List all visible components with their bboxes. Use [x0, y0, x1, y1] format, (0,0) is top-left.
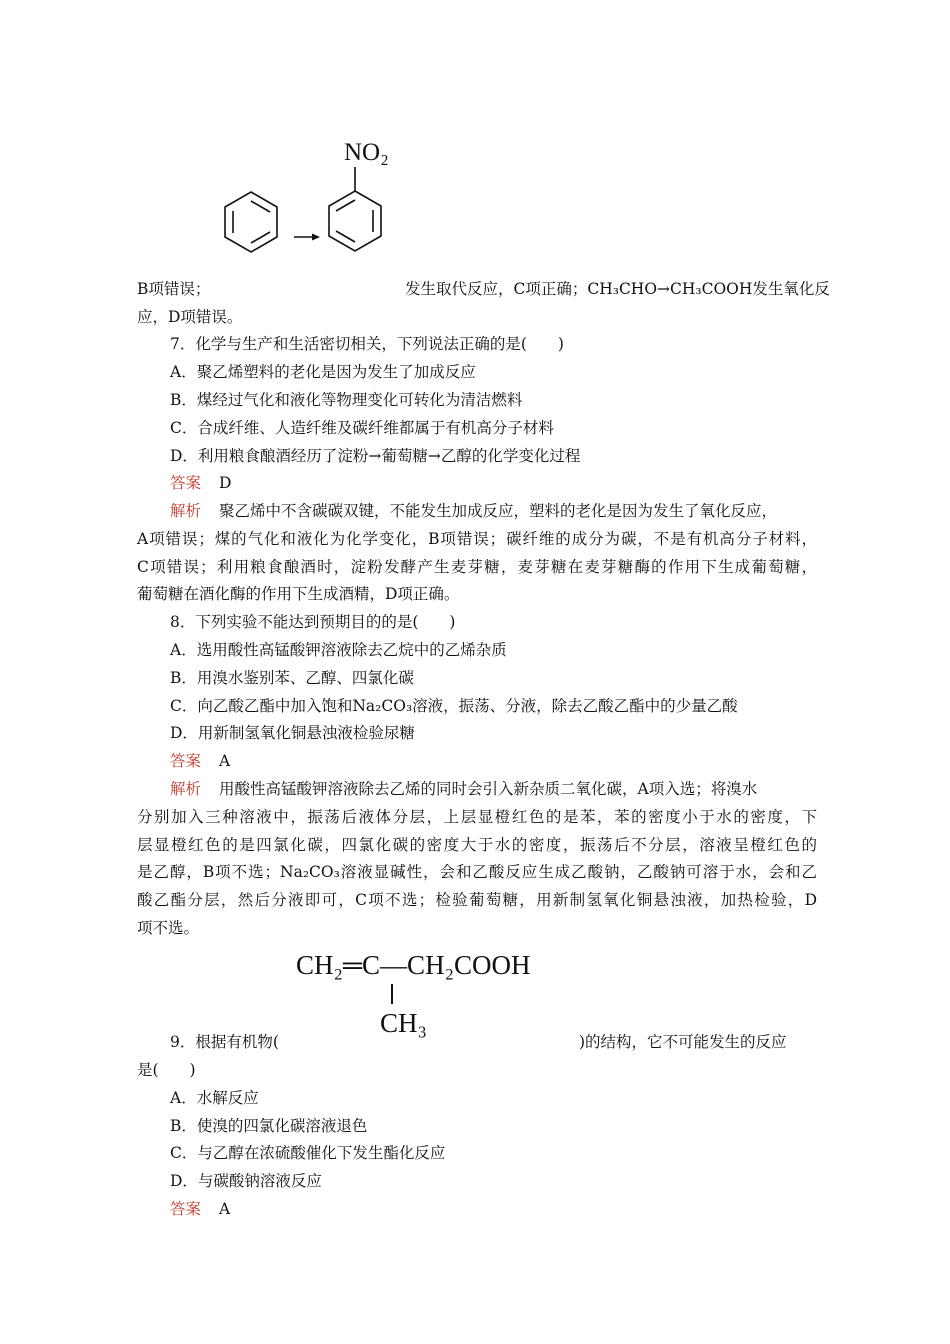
q9-option-b: B．使溴的四氯化碳溶液退色 — [170, 1117, 368, 1135]
q7-analysis-line-4: 葡萄糖在酒化酶的作用下生成酒精，D项正确。 — [137, 585, 460, 603]
q7-analysis-line-2: A项错误；煤的气化和液化为化学变化，B项错误；碳纤维的成分为碳，不是有机高分子材料， — [137, 530, 817, 548]
q8-analysis-text-1: 用酸性高锰酸钾溶液除去乙烯的同时会引入新杂质二氧化碳，A项入选；将溴水 — [219, 780, 758, 798]
q7-answer-value: D — [219, 474, 232, 492]
q8-option-b: B．用溴水鉴别苯、乙醇、四氯化碳 — [170, 669, 414, 687]
q9-formula-branch: CH₃ — [380, 1008, 427, 1038]
reaction-arrow-icon — [294, 234, 320, 241]
q8-option-d: D．用新制氢氧化铜悬浊液检验尿糖 — [170, 724, 415, 742]
q8-analysis-line-2: 分别加入三种溶液中，振荡后液体分层，上层显橙红色的是苯，苯的密度小于水的密度，下 — [137, 808, 817, 826]
q8-analysis-line-5: 酸乙酯分层，然后分液即可，C项不选；检验葡萄糖，用新制氢氧化铜悬浊液，加热检验，D — [137, 891, 817, 909]
q9-stem-suffix: )的结构，它不可能发生的反应 — [579, 1033, 787, 1051]
benzene-nitration-scheme — [214, 134, 404, 284]
q7-analysis-line-3: C项错误；利用粮食酿酒时，淀粉发酵产生麦芽糖，麦芽糖在麦芽糖酶的作用下生成葡萄糖， — [137, 558, 817, 576]
q8-stem: 8．下列实验不能达到预期目的的是( ) — [170, 613, 456, 631]
q6-line1-prefix: B项错误； — [137, 280, 211, 298]
q9-formula-bond — [391, 984, 393, 1004]
q6-analysis-line-2: 应，D项错误。 — [137, 308, 243, 326]
q7-option-d: D．利用粮食酿酒经历了淀粉→葡萄糖→乙醇的化学变化过程 — [170, 447, 581, 465]
q7-option-b: B．煤经过气化和液化等物理变化可转化为清洁燃料 — [170, 391, 523, 409]
nitro-group-label: NO₂ — [344, 139, 389, 166]
q9-option-a: A．水解反应 — [170, 1089, 259, 1107]
q6-analysis-line-1 — [137, 279, 830, 299]
q9-answer-value: A — [219, 1200, 231, 1218]
q7-answer — [170, 473, 817, 493]
q8-option-a: A．选用酸性高锰酸钾溶液除去乙烷中的乙烯杂质 — [170, 641, 507, 659]
q8-answer — [170, 751, 817, 771]
q7-analysis-line-1 — [170, 501, 817, 521]
q9-option-c: C．与乙醇在浓硫酸催化下发生酯化反应 — [170, 1144, 446, 1162]
q8-analysis-line-3: 层显橙红色的是四氯化碳，四氯化碳的密度大于水的密度，振荡后不分层，溶液呈橙红色的 — [137, 836, 817, 854]
q8-analysis-line-4: 是乙醇，B项不选；Na₂CO₃溶液显碱性，会和乙酸反应生成乙酸钠，乙酸钠可溶于水，会和乙 — [137, 863, 817, 881]
q9-stem-line-2: 是( ) — [137, 1061, 196, 1079]
q8-analysis-line-6: 项不选。 — [137, 919, 200, 937]
q8-answer-value: A — [219, 752, 231, 770]
q7-analysis-label: 解析 — [170, 502, 202, 520]
q8-analysis-line-1 — [170, 779, 817, 799]
q7-analysis-text-1: 聚乙烯中不含碳碳双键，不能发生加成反应，塑料的老化是因为发生了氧化反应， — [219, 502, 778, 520]
q9-stem-line-1 — [170, 1032, 817, 1052]
benzene-ring-icon — [225, 192, 277, 252]
q9-answer-label: 答案 — [170, 1200, 202, 1218]
q8-option-c: C．向乙酸乙酯中加入饱和Na₂CO₃溶液，振荡、分液，除去乙酸乙酯中的少量乙酸 — [170, 697, 738, 715]
q8-analysis-label: 解析 — [170, 780, 202, 798]
q9-answer — [170, 1199, 817, 1219]
q7-option-c: C．合成纤维、人造纤维及碳纤维都属于有机高分子材料 — [170, 419, 554, 437]
q6-line1-suffix: 发生取代反应，C项正确；CH₃CHO→CH₃COOH发生氧化反 — [405, 280, 830, 298]
nitrobenzene-ring-icon — [329, 167, 381, 251]
q9-stem-prefix: 9．根据有机物( — [170, 1033, 279, 1051]
q7-answer-label: 答案 — [170, 474, 202, 492]
q7-stem: 7．化学与生产和生活密切相关，下列说法正确的是( ) — [170, 335, 564, 353]
q8-answer-label: 答案 — [170, 752, 202, 770]
q9-option-d: D．与碳酸钠溶液反应 — [170, 1172, 322, 1190]
q7-option-a: A．聚乙烯塑料的老化是因为发生了加成反应 — [170, 363, 476, 381]
q9-formula-main: CH₂═C—CH₂COOH — [296, 950, 531, 980]
